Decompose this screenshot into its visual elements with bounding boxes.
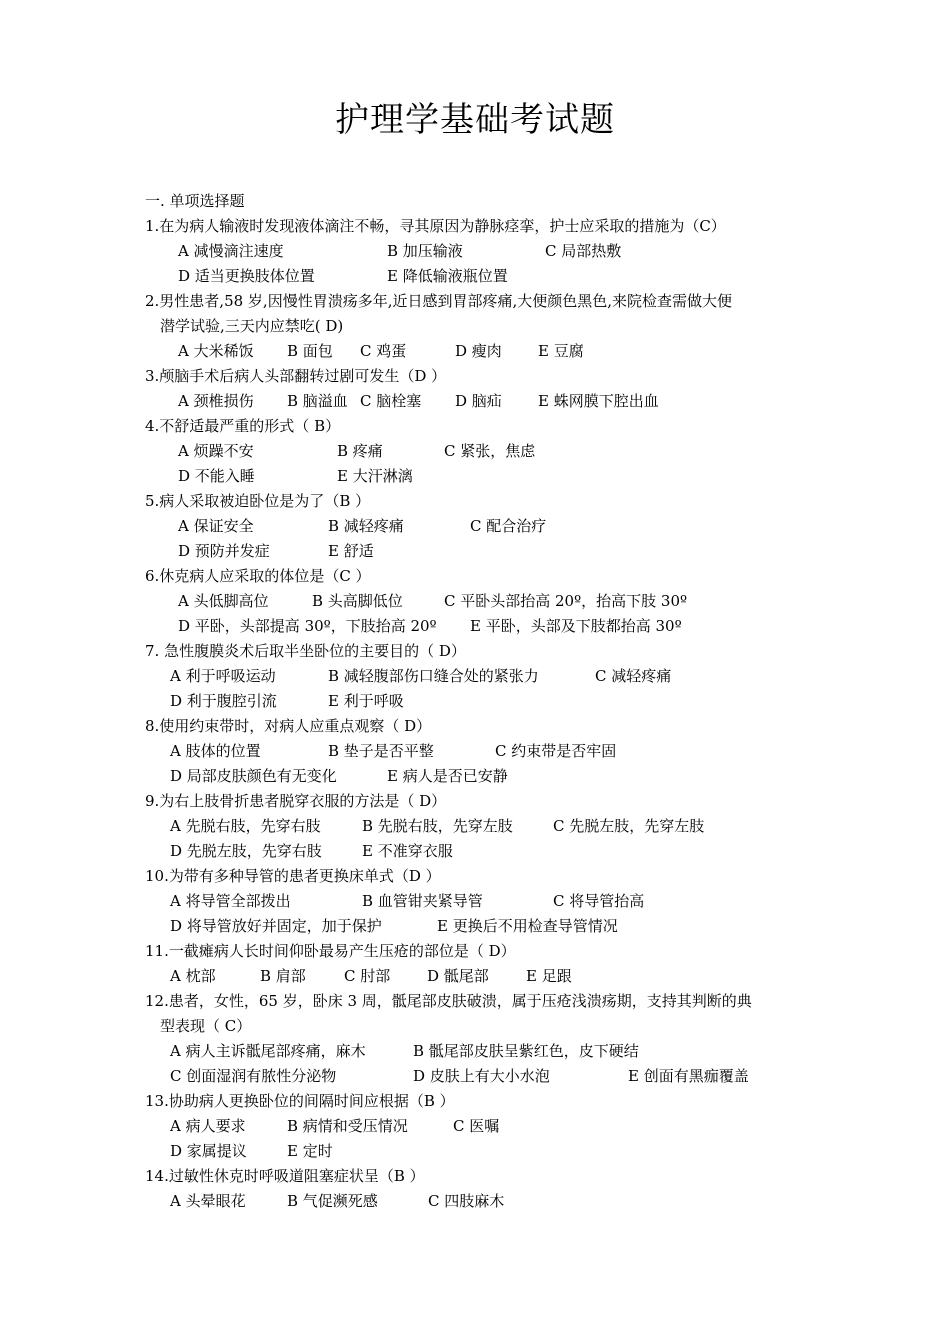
answer-option: C 鸡蛋 (360, 342, 407, 360)
question-stem: 7. 急性腹膜炎术后取半坐卧位的主要目的（ D） (145, 642, 466, 660)
answer-option: D 瘦肉 (455, 342, 502, 360)
answer-option: A 保证安全 (178, 517, 254, 535)
question-stem: 2.男性患者,58 岁,因慢性胃溃疡多年,近日感到胃部疼痛,大便颜色黑色,来院检查需做大便 (145, 292, 733, 310)
answer-option: E 降低输液瓶位置 (387, 267, 508, 285)
question-stem: 3.颅脑手术后病人头部翻转过剧可发生（D ） (145, 367, 447, 385)
answer-option: B 头高脚低位 (312, 592, 403, 610)
answer-option: A 将导管全部拨出 (170, 892, 291, 910)
question-stem: 9.为右上肢骨折患者脱穿衣服的方法是（ D） (145, 792, 447, 810)
question-stem: 型表现（ C） (160, 1017, 252, 1035)
question-stem: 潜学试验,三天内应禁吃( D) (160, 317, 344, 335)
answer-option: C 局部热敷 (545, 242, 622, 260)
answer-option: A 烦躁不安 (178, 442, 254, 460)
answer-option: A 利于呼吸运动 (170, 667, 276, 685)
answer-option: B 肩部 (260, 967, 306, 985)
answer-option: C 配合治疗 (470, 517, 547, 535)
answer-option: B 加压输液 (387, 242, 463, 260)
question-stem: 1.在为病人输液时发现液体滴注不畅，寻其原因为静脉痉挛，护士应采取的措施为（C） (145, 217, 726, 235)
answer-option: E 大汗淋漓 (337, 467, 413, 485)
answer-option: D 皮肤上有大小水泡 (413, 1067, 550, 1085)
answer-option: B 面包 (287, 342, 333, 360)
answer-option: C 创面湿润有脓性分泌物 (170, 1067, 337, 1085)
answer-option: C 四肢麻木 (428, 1192, 505, 1210)
answer-option: A 减慢滴注速度 (178, 242, 284, 260)
answer-option: A 肢体的位置 (170, 742, 261, 760)
answer-option: D 将导管放好并固定，加于保护 (170, 917, 382, 935)
answer-option: B 疼痛 (337, 442, 383, 460)
question-stem: 10.为带有多种导管的患者更换床单式（D ） (145, 867, 441, 885)
answer-option: E 不准穿衣服 (362, 842, 453, 860)
answer-option: A 颈椎损伤 (178, 392, 254, 410)
answer-option: C 医嘱 (453, 1117, 500, 1135)
answer-option: B 垫子是否平整 (328, 742, 434, 760)
answer-option: E 平卧，头部及下肢都抬高 30º (470, 617, 682, 635)
page-title: 护理学基础考试题 (335, 100, 615, 140)
answer-option: B 减轻腹部伤口缝合处的紧张力 (328, 667, 539, 685)
answer-option: A 大米稀饭 (178, 342, 254, 360)
answer-option: D 利于腹腔引流 (170, 692, 277, 710)
question-stem: 13.协助病人更换卧位的间隔时间应根据（B ） (145, 1092, 455, 1110)
answer-option: A 先脱右肢，先穿右肢 (170, 817, 321, 835)
answer-option: D 局部皮肤颜色有无变化 (170, 767, 337, 785)
question-stem: 8.使用约束带时，对病人应重点观察（ D） (145, 717, 432, 735)
answer-option: C 紧张，焦虑 (444, 442, 536, 460)
answer-option: A 头晕眼花 (170, 1192, 246, 1210)
answer-option: C 脑栓塞 (360, 392, 422, 410)
answer-option: B 病情和受压情况 (287, 1117, 408, 1135)
answer-option: D 骶尾部 (427, 967, 489, 985)
answer-option: E 创面有黑痂覆盖 (628, 1067, 749, 1085)
answer-option: E 利于呼吸 (328, 692, 404, 710)
answer-option: E 蛛网膜下腔出血 (538, 392, 659, 410)
answer-option: A 病人要求 (170, 1117, 246, 1135)
answer-option: D 脑疝 (455, 392, 502, 410)
answer-option: E 舒适 (328, 542, 374, 560)
answer-option: C 先脱左肢，先穿左肢 (553, 817, 705, 835)
section-heading: 一. 单项选择题 (145, 192, 245, 210)
answer-option: E 病人是否已安静 (387, 767, 508, 785)
answer-option: D 先脱左肢，先穿右肢 (170, 842, 322, 860)
answer-option: B 血管钳夹紧导管 (362, 892, 483, 910)
answer-option: C 平卧头部抬高 20º，抬高下肢 30º (444, 592, 688, 610)
answer-option: D 不能入睡 (178, 467, 255, 485)
answer-option: E 定时 (287, 1142, 333, 1160)
answer-option: A 头低脚高位 (178, 592, 269, 610)
answer-option: B 骶尾部皮肤呈紫红色，皮下硬结 (413, 1042, 639, 1060)
answer-option: E 更换后不用检查导管情况 (437, 917, 618, 935)
answer-option: B 减轻疼痛 (328, 517, 404, 535)
answer-option: A 枕部 (170, 967, 216, 985)
answer-option: C 约束带是否牢固 (495, 742, 617, 760)
question-stem: 11.一截瘫病人长时间仰卧最易产生压疮的部位是（ D） (145, 942, 516, 960)
answer-option: C 减轻疼痛 (595, 667, 672, 685)
question-stem: 4.不舒适最严重的形式（ B） (145, 417, 341, 435)
question-stem: 6.休克病人应采取的体位是（C ） (145, 567, 371, 585)
answer-option: D 家属提议 (170, 1142, 247, 1160)
answer-option: C 肘部 (344, 967, 391, 985)
question-stem: 5.病人采取被迫卧位是为了（B ） (145, 492, 371, 510)
answer-option: E 豆腐 (538, 342, 584, 360)
question-stem: 14.过敏性休克时呼吸道阻塞症状呈（B ） (145, 1167, 425, 1185)
answer-option: E 足跟 (526, 967, 572, 985)
answer-option: C 将导管抬高 (553, 892, 645, 910)
answer-option: B 脑溢血 (287, 392, 348, 410)
answer-option: A 病人主诉骶尾部疼痛，麻木 (170, 1042, 366, 1060)
answer-option: D 适当更换肢体位置 (178, 267, 315, 285)
answer-option: B 先脱右肢，先穿左肢 (362, 817, 513, 835)
question-stem: 12.患者，女性，65 岁，卧床 3 周，骶尾部皮肤破溃，属于压疮浅溃疡期，支持其判断的典 (145, 992, 752, 1010)
answer-option: B 气促濒死感 (287, 1192, 378, 1210)
answer-option: D 平卧，头部提高 30º，下肢抬高 20º (178, 617, 437, 635)
answer-option: D 预防并发症 (178, 542, 270, 560)
